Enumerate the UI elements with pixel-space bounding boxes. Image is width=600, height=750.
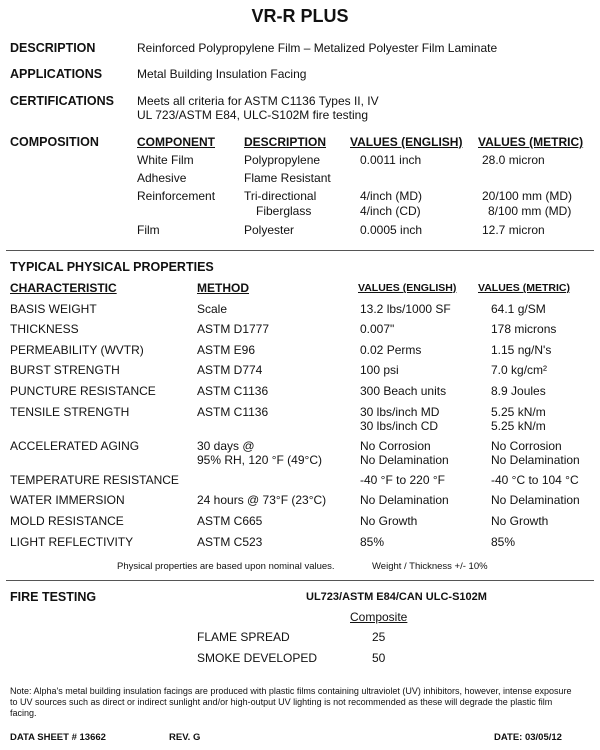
properties-header-method: METHOD (197, 281, 249, 295)
property-method: ASTM E96 (197, 343, 256, 357)
section-divider (6, 250, 594, 251)
fire-test-name: FLAME SPREAD (197, 630, 290, 644)
properties-footnote: Physical properties are based upon nominal values. (117, 561, 335, 572)
composition-header-english: VALUES (ENGLISH) (350, 135, 463, 149)
composition-metric: 20/100 mm (MD) (482, 189, 573, 203)
property-english: No Growth (360, 514, 418, 528)
certifications-label: CERTIFICATIONS (10, 94, 114, 108)
property-metric: 5.25 kN/m (491, 405, 546, 419)
property-metric: 1.15 ng/N's (491, 343, 552, 357)
applications-label: APPLICATIONS (10, 67, 103, 81)
property-name: PERMEABILITY (WVTR) (10, 343, 144, 357)
properties-header-characteristic: CHARACTERISTIC (10, 281, 117, 295)
property-method: 30 days @ (197, 439, 255, 453)
page-title: VR-R PLUS (251, 6, 349, 26)
composition-metric: 28.0 micron (482, 153, 545, 167)
document-date: DATE: 03/05/12 (494, 732, 562, 743)
property-metric: 7.0 kg/cm² (491, 363, 548, 377)
certifications-line-1: Meets all criteria for ASTM C1136 Types II, IV (137, 94, 379, 108)
property-method: ASTM C1136 (197, 405, 269, 419)
property-name: TEMPERATURE RESISTANCE (10, 473, 179, 487)
property-metric: No Delamination (491, 493, 580, 507)
property-method: ASTM C1136 (197, 384, 269, 398)
composition-description: Polypropylene (244, 153, 321, 167)
fire-testing-standard: UL723/ASTM E84/CAN ULC-S102M (306, 591, 487, 603)
properties-header-english: VALUES (ENGLISH) (358, 282, 457, 294)
composition-description: Flame Resistant (244, 171, 331, 185)
fire-testing-label: FIRE TESTING (10, 590, 97, 604)
description-value: Reinforced Polypropylene Film – Metalized Polyester Film Laminate (137, 41, 498, 55)
section-divider (6, 580, 594, 581)
composition-component: Reinforcement (137, 189, 216, 203)
composition-description-line-2: Fiberglass (256, 204, 312, 218)
property-english: 300 Beach units (360, 384, 447, 398)
property-method: 24 hours @ 73°F (23°C) (197, 493, 327, 507)
tolerance-footnote: Weight / Thickness +/- 10% (372, 561, 488, 572)
property-method-line-2: 95% RH, 120 °F (49°C) (197, 453, 322, 467)
composition-component: White Film (137, 153, 194, 167)
property-method: ASTM C665 (197, 514, 263, 528)
fire-testing-column-header: Composite (350, 610, 408, 624)
composition-english-line-2: 4/inch (CD) (360, 204, 421, 218)
property-english: No Delamination (360, 493, 449, 507)
properties-label: TYPICAL PHYSICAL PROPERTIES (10, 260, 214, 274)
property-name: PUNCTURE RESISTANCE (10, 384, 156, 398)
property-english-line-2: No Delamination (360, 453, 449, 467)
composition-component: Film (137, 223, 160, 237)
composition-header-description: DESCRIPTION (244, 135, 327, 149)
composition-english: 4/inch (MD) (360, 189, 423, 203)
uv-note: Note: Alpha's metal building insulation facings are produced with plastic films containing ultraviolet (UV) inhibitors, however, intense exposure to UV sources such as direct or indirect sunlight and/or high-output UV lighting is not recommended as these will degrade the plastic film facing. (10, 686, 572, 718)
composition-description: Tri-directional (244, 189, 317, 203)
fire-test-name: SMOKE DEVELOPED (197, 651, 318, 665)
property-metric: 85% (491, 535, 516, 549)
composition-header-component: COMPONENT (137, 135, 215, 149)
property-method: Scale (197, 302, 228, 316)
property-method: ASTM D1777 (197, 322, 270, 336)
property-method: ASTM C523 (197, 535, 263, 549)
property-english: 13.2 lbs/1000 SF (360, 302, 451, 316)
fire-test-value: 50 (372, 651, 386, 665)
property-name: BASIS WEIGHT (10, 302, 97, 316)
property-english: 100 psi (360, 363, 399, 377)
property-metric-line-2: No Delamination (491, 453, 580, 467)
property-english: 0.007" (360, 322, 395, 336)
property-name: TENSILE STRENGTH (10, 405, 130, 419)
data-sheet-number: DATA SHEET # 13662 (10, 732, 106, 743)
composition-label: COMPOSITION (10, 135, 99, 149)
certifications-line-2: UL 723/ASTM E84, ULC-S102M fire testing (137, 108, 368, 122)
composition-metric-line-2: 8/100 mm (MD) (488, 204, 572, 218)
fire-test-value: 25 (372, 630, 386, 644)
property-metric: 178 microns (491, 322, 557, 336)
property-english-line-2: 30 lbs/inch CD (360, 419, 439, 433)
description-label: DESCRIPTION (10, 41, 96, 55)
property-metric: -40 °C to 104 °C (491, 473, 579, 487)
composition-description: Polyester (244, 223, 295, 237)
property-metric: No Growth (491, 514, 549, 528)
property-english: -40 °F to 220 °F (360, 473, 445, 487)
composition-english: 0.0005 inch (360, 223, 423, 237)
revision: REV. G (169, 732, 201, 743)
composition-metric: 12.7 micron (482, 223, 545, 237)
property-english: 0.02 Perms (360, 343, 422, 357)
composition-english: 0.0011 inch (360, 153, 422, 167)
property-name: MOLD RESISTANCE (10, 514, 124, 528)
property-method: ASTM D774 (197, 363, 263, 377)
property-name: WATER IMMERSION (10, 493, 125, 507)
property-name: LIGHT REFLECTIVITY (10, 535, 134, 549)
property-english: 85% (360, 535, 385, 549)
property-metric: No Corrosion (491, 439, 562, 453)
composition-component: Adhesive (137, 171, 187, 185)
property-name: BURST STRENGTH (10, 363, 120, 377)
composition-header-metric: VALUES (METRIC) (478, 135, 584, 149)
property-metric-line-2: 5.25 kN/m (491, 419, 546, 433)
properties-header-metric: VALUES (METRIC) (478, 282, 570, 294)
property-metric: 8.9 Joules (491, 384, 546, 398)
property-english: No Corrosion (360, 439, 431, 453)
property-name: THICKNESS (10, 322, 79, 336)
property-english: 30 lbs/inch MD (360, 405, 440, 419)
property-name: ACCELERATED AGING (10, 439, 140, 453)
applications-value: Metal Building Insulation Facing (137, 67, 307, 81)
property-metric: 64.1 g/SM (491, 302, 546, 316)
